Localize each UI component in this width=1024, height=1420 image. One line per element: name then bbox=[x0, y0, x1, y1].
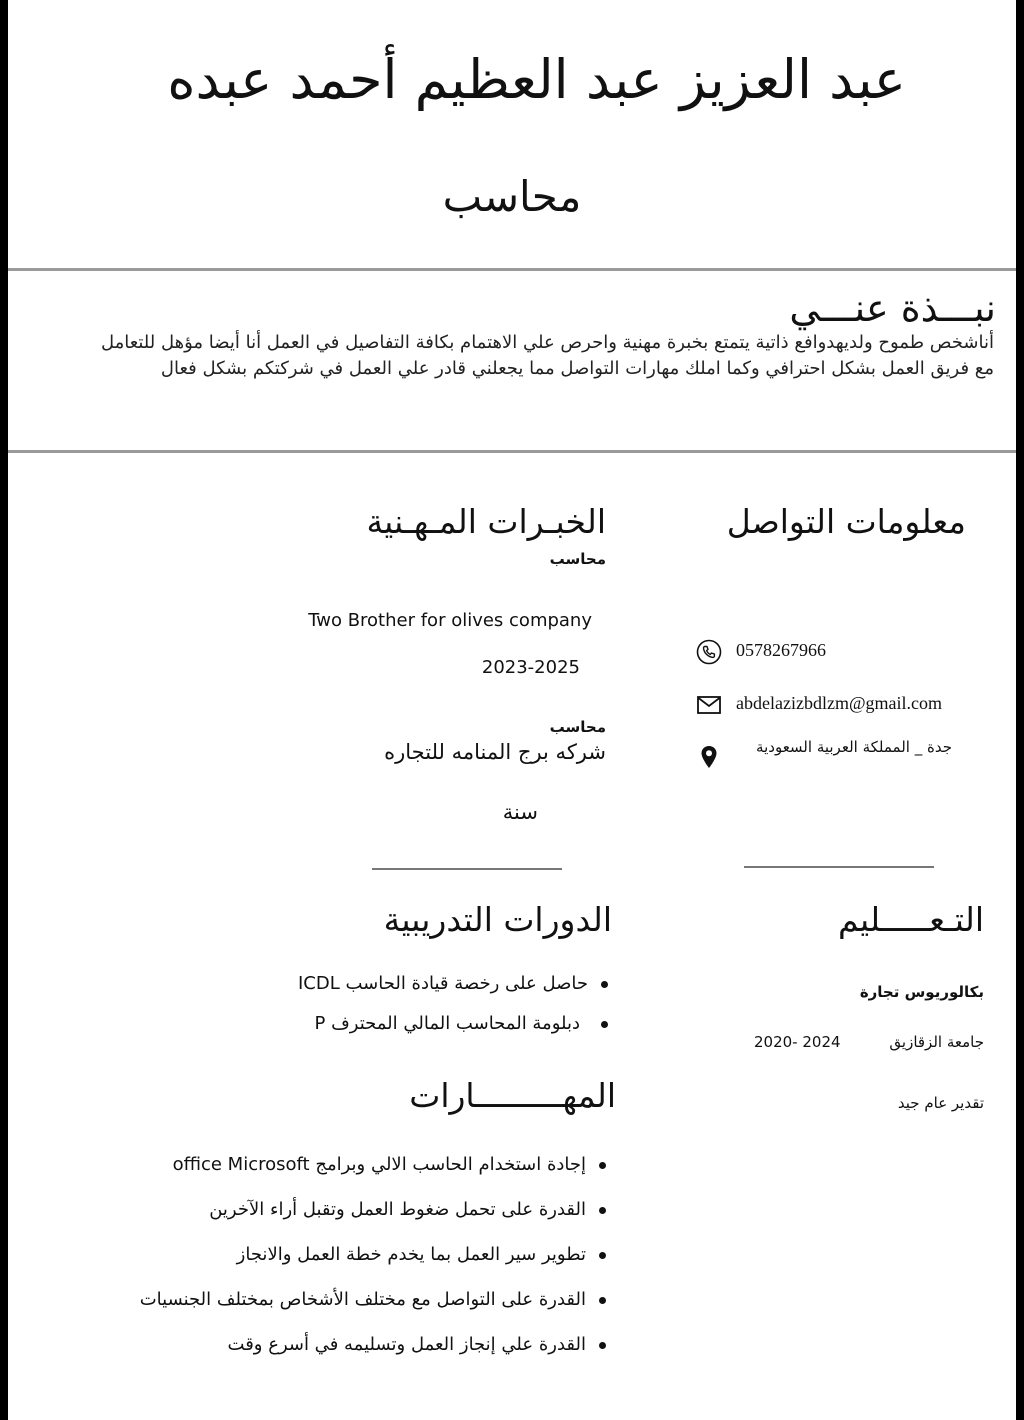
location-pin-icon bbox=[696, 744, 722, 770]
about-heading: نبـــذة عنـــي bbox=[789, 286, 996, 330]
email-address[interactable]: abdelazizbdlzm@gmail.com bbox=[736, 693, 942, 713]
education-period: 2020- 2024 bbox=[754, 1033, 841, 1051]
full-name: عبد العزيز عبد العظيم أحمد عبده bbox=[167, 48, 906, 111]
education-heading: التـعـــــليم bbox=[838, 900, 984, 939]
skill-item: القدرة على تحمل ضغوط العمل وتقبل أراء الآخرين bbox=[140, 1187, 608, 1232]
skill-item: القدرة على التواصل مع مختلف الأشخاص بمختلف الجنسيات bbox=[140, 1277, 608, 1322]
phone-number[interactable]: 0578267966 bbox=[736, 640, 826, 660]
email-icon bbox=[696, 692, 722, 718]
job-1-company: Two Brother for olives company bbox=[308, 610, 592, 631]
job-2-title: محاسب bbox=[549, 718, 606, 736]
skill-item: إجادة استخدام الحاسب الالي وبرامج office Microsoft bbox=[140, 1142, 608, 1187]
contact-heading: معلومات التواصل bbox=[726, 502, 966, 541]
courses-heading: الدورات التدريبية bbox=[383, 900, 612, 939]
education-degree: بكالوريوس تجارة bbox=[859, 983, 984, 1001]
skills-list bbox=[140, 1142, 608, 1367]
education-grade: تقدير عام جيد bbox=[897, 1094, 984, 1112]
skills-heading: المهـــــــــارات bbox=[409, 1076, 616, 1115]
experience-divider bbox=[372, 868, 562, 870]
location-text: جدة _ المملكة العربية السعودية bbox=[756, 738, 952, 756]
experience-heading: الخبـرات المـهـنية bbox=[366, 502, 606, 541]
education-university: جامعة الزقازيق bbox=[889, 1033, 984, 1051]
contact-divider bbox=[744, 866, 934, 868]
course-item: دبلومة المحاسب المالي المحترف P bbox=[298, 1004, 610, 1044]
header-divider bbox=[8, 268, 1016, 271]
job-2-company: شركه برج المنامه للتجاره bbox=[384, 740, 606, 764]
courses-list bbox=[298, 964, 610, 1044]
about-text: أناشخص طموح ولديهدوافع ذاتية يتمتع بخبرة مهنية واحرص علي الاهتمام بكافة التفاصيل في العمل أنا أيضا مؤهل للتعامل مع فريق العمل بشكل احترافي وكما املك مهارات التواصل مما يجعلني قادر علي العمل في شركتكم بشكل فعال bbox=[100, 332, 994, 379]
about-divider bbox=[8, 450, 1016, 453]
job-2-period: سنة bbox=[502, 800, 538, 824]
skill-item: تطوير سير العمل بما يخدم خطة العمل والانجاز bbox=[140, 1232, 608, 1277]
resume-page bbox=[8, 0, 1016, 1420]
job-1-title: محاسب bbox=[549, 550, 606, 568]
job-1-period: 2023-2025 bbox=[481, 657, 580, 678]
job-title: محاسب bbox=[442, 172, 582, 221]
skill-item: القدرة علي إنجاز العمل وتسليمه في أسرع وقت bbox=[140, 1322, 608, 1367]
course-item: حاصل على رخصة قيادة الحاسب ICDL bbox=[298, 964, 610, 1004]
phone-icon bbox=[696, 639, 722, 665]
